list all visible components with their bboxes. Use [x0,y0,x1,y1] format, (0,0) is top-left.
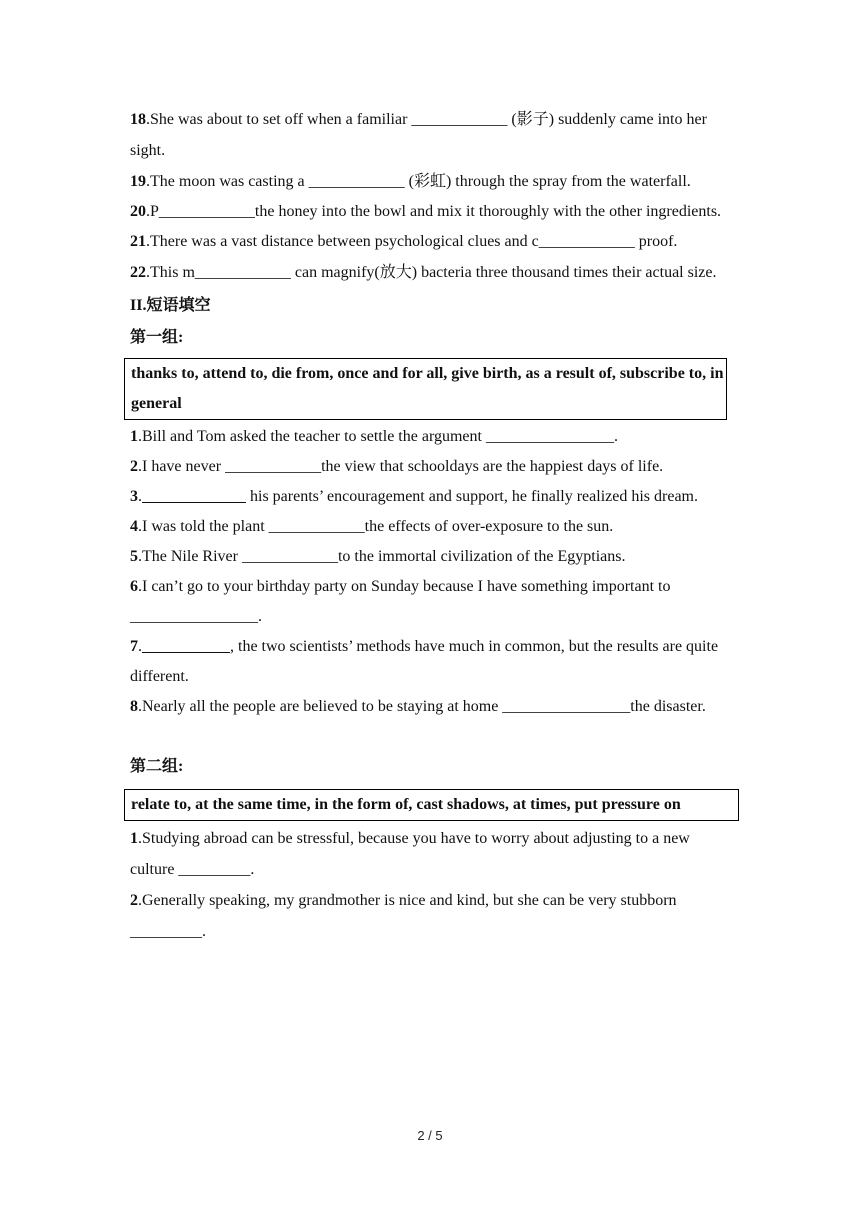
worksheet-page [130,104,734,947]
question-item-20: 20.P____________the honey into the bowl and mix it thoroughly with the other ingredients. [130,203,722,220]
phrase-item-6: 6.I can’t go to your birthday party on Sunday because I have something important to ________________. [130,578,671,625]
phrase-item-3: 3. his parents’ encouragement and support, he finally realized his dream. [130,488,698,505]
question-item-18: 18.She was about to set off when a familiar ____________ (影子) suddenly came into her sight. [130,111,707,159]
word-bank-box-1 [124,358,727,420]
phrase-item-5: 5.The Nile River ____________to the immortal civilization of the Egyptians. [130,548,626,565]
phrase-item-2-2: 2.Generally speaking, my grandmother is nice and kind, but she can be very stubborn _________. [130,892,677,940]
question-item-21: 21.There was a vast distance between psychological clues and c____________ proof. [130,233,678,250]
question-item-22: 22.This m____________ can magnify(放大) bacteria three thousand times their actual size. [130,264,717,281]
phrase-item-1: 1.Bill and Tom asked the teacher to settle the argument ________________. [130,428,618,445]
phrase-item-7: 7. , the two scientists’ methods have much in common, but the results are quite different. [130,638,719,685]
phrase-item-4: 4.I was told the plant ____________the effects of over-exposure to the sun. [130,518,614,535]
phrase-item-2-1: 1.Studying abroad can be stressful, because you have to worry about adjusting to a new culture _________. [130,830,690,878]
answer-blank[interactable] [142,638,230,655]
question-item-19: 19.The moon was casting a ____________ (彩虹) through the spray from the waterfall. [130,173,691,190]
word-bank-text: relate to, at the same time, in the form of, cast shadows, at times, put pressure on [131,796,681,813]
phrase-item-8: 8.Nearly all the people are believed to be staying at home ________________the disaster. [130,698,706,715]
word-bank-text: thanks to, attend to, die from, once and for all, give birth, as a result of, subscribe to, in general [131,365,724,412]
answer-blank[interactable] [142,488,246,505]
word-bank-box-2 [124,789,739,821]
phrase-item-2: 2.I have never ____________the view that schooldays are the happiest days of life. [130,458,664,475]
group-title-2: 第二组: [130,758,184,775]
spacer [130,722,734,751]
page-number: 2 / 5 [417,1128,443,1143]
group-title-1: 第一组: [130,329,184,346]
section-title: II.短语填空 [130,297,211,314]
